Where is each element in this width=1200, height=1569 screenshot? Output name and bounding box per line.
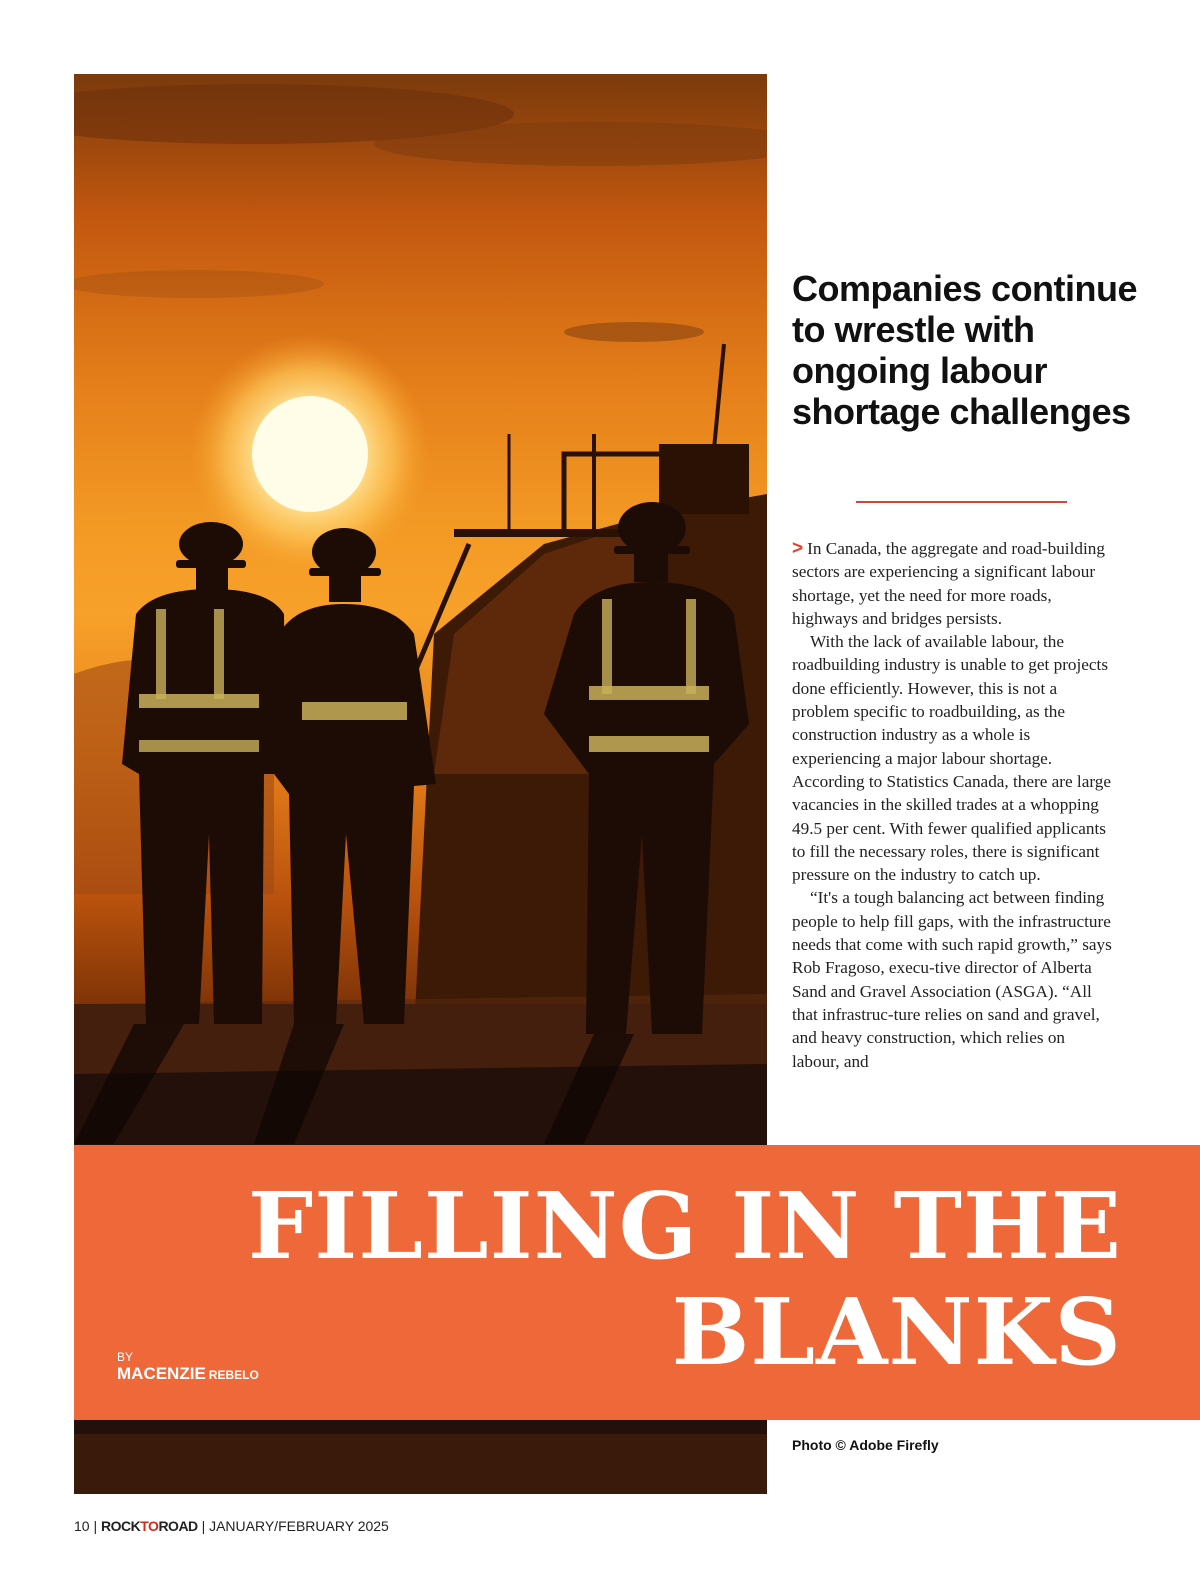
page-footer bbox=[74, 1518, 389, 1534]
deck-divider-rule bbox=[856, 501, 1067, 503]
chevron-right-icon: > bbox=[792, 538, 804, 559]
title-banner bbox=[74, 1145, 1200, 1420]
article-title-line-1: FILLING IN THE bbox=[247, 1172, 1122, 1280]
logo-rock: ROCK bbox=[101, 1518, 141, 1534]
byline-last-name: REBELO bbox=[208, 1368, 259, 1382]
body-paragraph-1 bbox=[792, 537, 1114, 630]
photo-credit: Photo © Adobe Firefly bbox=[792, 1437, 939, 1453]
magazine-logo bbox=[101, 1518, 198, 1534]
body-paragraph-3: “It's a tough balancing act between finding people to help fill gaps, with the infrastructure needs that come with such rapid growth,” says Rob Fragoso, execu-tive director of Alberta Sand and Gravel Association (ASGA). “All that infrastruc-ture relies on sand and gravel, and heavy construction, which relies on labour, and bbox=[792, 888, 1112, 1071]
body-paragraph-1-text: In Canada, the aggregate and road-building sectors are experiencing a significant labour shortage, yet the need for more roads, highways and bridges persists. bbox=[792, 539, 1105, 628]
byline-prefix: BY bbox=[117, 1350, 134, 1364]
issue-date: JANUARY/FEBRUARY 2025 bbox=[209, 1518, 389, 1534]
logo-to: TO bbox=[140, 1518, 159, 1534]
article-title-line-2: BLANKS bbox=[671, 1278, 1122, 1386]
article-deck-headline: Companies continue to wrestle with ongoing labour shortage challenges bbox=[792, 268, 1138, 432]
byline bbox=[117, 1350, 259, 1384]
article-body bbox=[792, 537, 1114, 1073]
logo-road: ROAD bbox=[158, 1518, 198, 1534]
byline-first-name: MACENZIE bbox=[117, 1364, 206, 1383]
footer-separator-2: | bbox=[201, 1518, 206, 1534]
article-title bbox=[248, 1173, 1122, 1385]
footer-separator-1: | bbox=[93, 1518, 98, 1534]
page-number: 10 bbox=[74, 1518, 90, 1534]
body-paragraph-2: With the lack of available labour, the roadbuilding industry is unable to get projects done efficiently. However, this is not a problem specific to roadbuilding, as the construction industry as a whole is experiencing a major labour shortage. According to Statistics Canada, there are large vacancies in the skilled trades at a whopping 49.5 per cent. With fewer qualified applicants to fill the necessary roles, there is significant pressure on the industry to catch up. bbox=[792, 632, 1111, 885]
